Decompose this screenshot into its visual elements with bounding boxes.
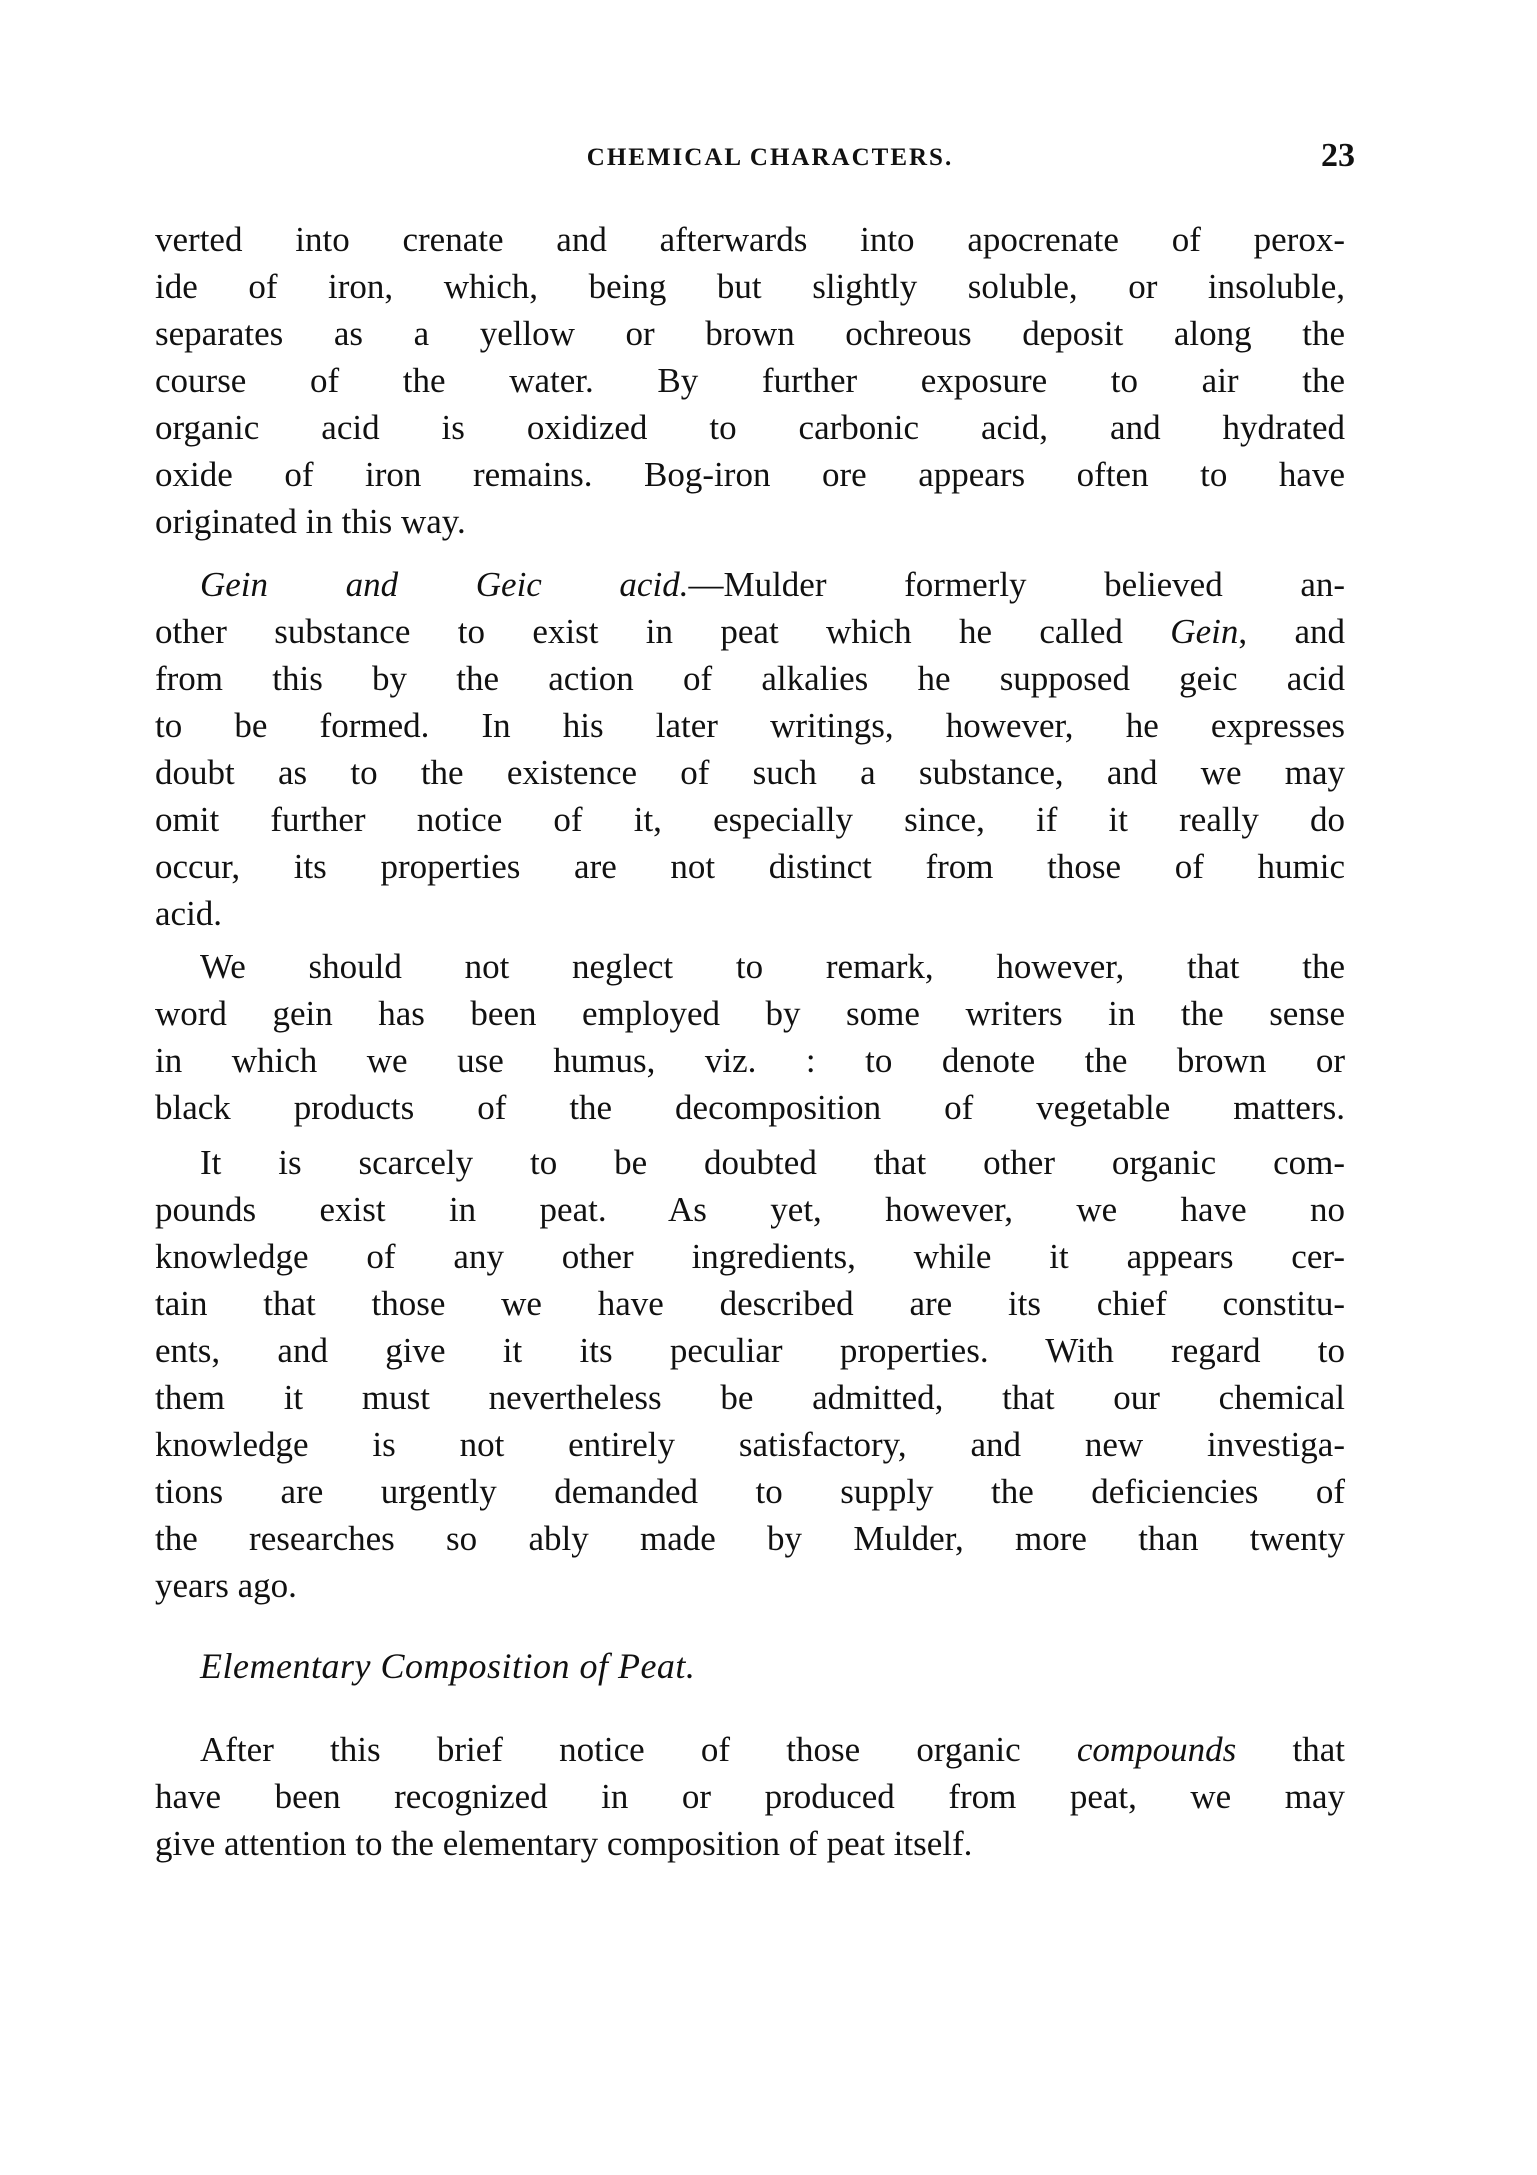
text-line: have been recognized in or produced from peat, we may	[155, 1777, 1345, 1816]
text-line	[155, 561, 1345, 608]
text-line: It is scarcely to be doubted that other organic com-	[200, 1143, 1345, 1182]
text-line: tain that those we have described are its chief constitu-	[155, 1284, 1345, 1323]
running-title: CHEMICAL CHARACTERS.	[586, 144, 954, 171]
text-line: black products of the decomposition of vegetable matters.	[155, 1088, 1345, 1127]
text-line: pounds exist in peat. As yet, however, we have no	[155, 1190, 1345, 1229]
page-number: 23	[1321, 137, 1355, 174]
text-line: in which we use humus, viz. : to denote the brown or	[155, 1041, 1345, 1080]
italic-term: Gein	[1170, 612, 1239, 651]
text-line: omit further notice of it, especially since, if it really do	[155, 800, 1345, 839]
text-line: ide of iron, which, being but slightly soluble, or insoluble,	[155, 267, 1345, 306]
text-run: other substance to exist in peat which he called	[155, 612, 1171, 651]
text-line: knowledge is not entirely satisfactory, and new investiga-	[155, 1425, 1345, 1464]
text-line: organic acid is oxidized to carbonic acid, and hydrated	[155, 408, 1345, 447]
section-heading: Elementary Composition of Peat.	[200, 1646, 696, 1686]
paragraph-other-compounds	[155, 1139, 1345, 1609]
text-run: that	[1236, 1730, 1345, 1769]
text-line: give attention to the elementary composition of peat itself.	[155, 1824, 973, 1863]
text-line: acid.	[155, 894, 223, 933]
text-line	[155, 608, 1345, 655]
text-line: We should not neglect to remark, however, that the	[200, 947, 1345, 986]
run-in-heading: Gein and Geic acid.	[200, 565, 689, 604]
text-line: doubt as to the existence of such a substance, and we may	[155, 753, 1345, 792]
text-line: verted into crenate and afterwards into apocrenate of perox-	[155, 220, 1345, 259]
text-line: them it must nevertheless be admitted, that our chemical	[155, 1378, 1345, 1417]
italic-term: compounds	[1076, 1730, 1237, 1769]
text-line: knowledge of any other ingredients, while it appears cer-	[155, 1237, 1345, 1276]
text-run: —Mulder formerly believed an-	[688, 565, 1346, 604]
text-line: from this by the action of alkalies he supposed geic acid	[155, 659, 1345, 698]
text-line: separates as a yellow or brown ochreous deposit along the	[155, 314, 1345, 353]
text-line: ents, and give it its peculiar properties. With regard to	[155, 1331, 1345, 1370]
paragraph-gein-usage	[155, 943, 1345, 1131]
running-head	[155, 137, 1355, 178]
text-run: , and	[1238, 612, 1345, 651]
text-line: word gein has been employed by some writers in the sense	[155, 994, 1345, 1033]
paragraph-elementary-composition	[155, 1726, 1345, 1867]
text-line	[155, 1726, 1345, 1773]
text-line: the researches so ably made by Mulder, more than twenty	[155, 1519, 1345, 1558]
text-line: oxide of iron remains. Bog-iron ore appears often to have	[155, 455, 1345, 494]
text-line: to be formed. In his later writings, however, he expresses	[155, 706, 1345, 745]
text-line: originated in this way.	[155, 502, 466, 541]
text-line: occur, its properties are not distinct from those of humic	[155, 847, 1345, 886]
paragraph-gein-geic-acid	[155, 561, 1345, 937]
text-line: years ago.	[155, 1566, 297, 1605]
paragraph-continuation	[155, 216, 1345, 545]
text-line: course of the water. By further exposure to air the	[155, 361, 1345, 400]
text-run: After this brief notice of those organic	[200, 1730, 1077, 1769]
text-line: tions are urgently demanded to supply the deficiencies of	[155, 1472, 1345, 1511]
